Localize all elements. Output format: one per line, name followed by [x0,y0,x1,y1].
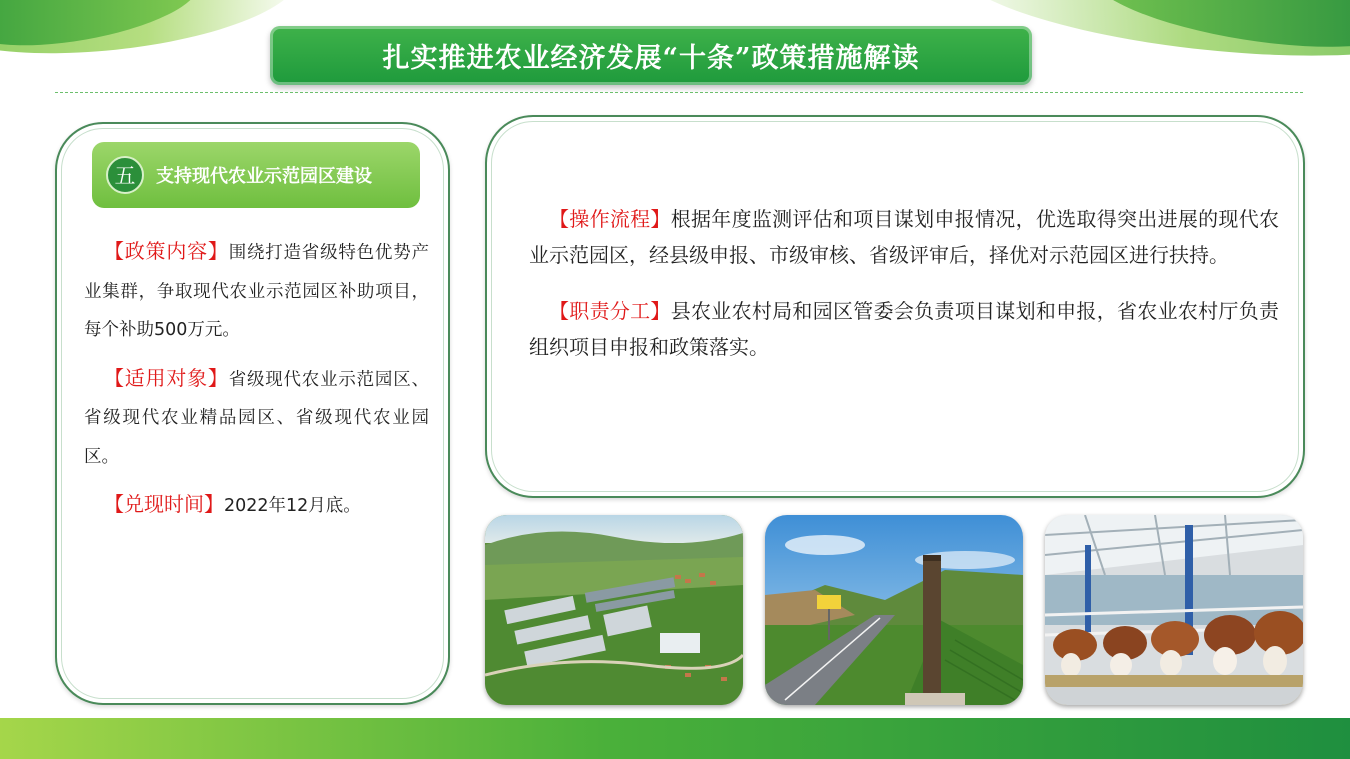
process-tag: 【操作流程】 [549,207,671,231]
bottom-bar [0,718,1350,759]
page-title: 扎实推进农业经济发展“十条”政策措施解读 [382,43,920,74]
target-tag: 【适用对象】 [104,365,229,390]
left-panel [55,122,450,705]
right-text-block [529,201,1279,365]
aerial-park-photo [485,515,743,705]
section-title: 支持现代农业示范园区建设 [156,166,372,187]
policy-text: 围绕打造省级特色优势产业集群，争取现代农业示范园区补助项目，每个补助500万元。 [84,243,429,340]
process-text: 根据年度监测评估和项目谋划申报情况，优选取得突出进展的现代农业示范园区，经县级申报、市级审核、省级评审后，择优对示范园区进行扶持。 [529,207,1280,267]
dashed-divider [55,92,1303,93]
time-paragraph [84,485,429,526]
target-paragraph [84,359,429,477]
process-paragraph [529,201,1279,273]
section-number: 五 [106,156,144,194]
duty-tag: 【职责分工】 [549,299,671,323]
section-badge [92,142,420,208]
policy-paragraph [84,232,429,350]
time-text: 2022年12月底。 [224,496,361,516]
right-panel [485,115,1305,498]
duty-text: 县农业农村局和园区管委会负责项目谋划和申报，省农业农村厅负责组织项目申报和政策落实。 [529,299,1280,359]
time-tag: 【兑现时间】 [104,492,224,516]
cattle-barn-photo [1045,515,1303,705]
duty-paragraph [529,293,1279,365]
park-sign-highway-photo [765,515,1023,705]
left-text-block [84,232,429,535]
policy-tag: 【政策内容】 [104,239,229,263]
title-banner [270,26,1032,85]
target-text: 省级现代农业示范园区、省级现代农业精品园区、省级现代农业园区。 [84,369,429,467]
